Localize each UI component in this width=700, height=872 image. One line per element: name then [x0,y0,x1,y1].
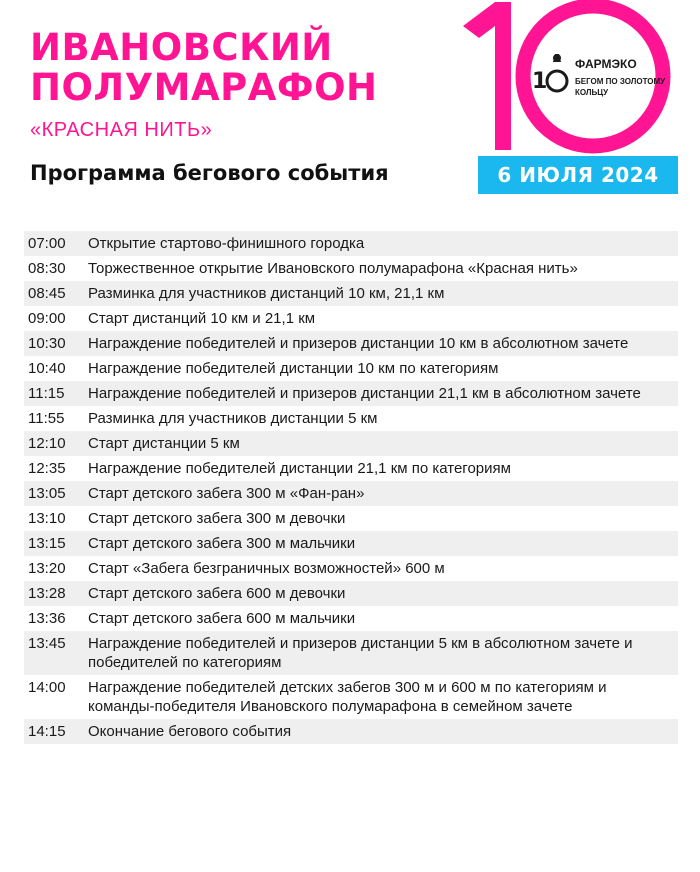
schedule-time: 08:30 [28,260,66,277]
schedule-event: Разминка для участников дистанций 10 км, 21,1 км [88,285,445,302]
schedule-time: 10:30 [28,335,66,352]
schedule-time: 14:15 [28,723,66,740]
schedule-event: Старт детского забега 300 м мальчики [88,535,356,552]
schedule-row [24,556,678,581]
schedule-event: Старт детского забега 300 м «Фан-ран» [88,485,365,502]
schedule-time: 09:00 [28,310,66,327]
schedule-time: 13:36 [28,610,66,627]
schedule-time: 13:10 [28,510,66,527]
event-title-line2: ПОЛУМАРАФОН [30,66,378,109]
schedule-event: Старт детского забега 300 м девочки [88,510,346,527]
schedule-event: Награждение победителей детских забегов 300 м и 600 м по категориям и команды-победителя Ивановского полумарафона в семейном зачете [88,679,607,715]
schedule-time: 12:35 [28,460,66,477]
schedule-row [24,431,678,456]
logo-digit-one [463,2,511,150]
schedule-event: Старт детского забега 600 м девочки [88,585,346,602]
schedule-time: 13:28 [28,585,66,602]
schedule-row [24,356,678,381]
schedule-time: 07:00 [28,235,66,252]
schedule-row [24,631,678,675]
schedule-list [24,231,678,744]
schedule-time: 13:45 [28,635,66,652]
schedule-event: Окончание бегового события [88,723,292,740]
schedule-event: Старт «Забега безграничных возможностей» 600 м [88,560,445,577]
anniversary-logo [455,0,700,160]
schedule-row [24,281,678,306]
schedule-event: Награждение победителей и призеров дистанции 10 км в абсолютном зачете [88,335,629,352]
logo-slogan-line2: КОЛЬЦУ [575,88,609,97]
schedule-row [24,306,678,331]
schedule-event: Награждение победителей дистанции 21,1 км по категориям [88,460,511,477]
logo-slogan-line1: БЕГОМ ПО ЗОЛОТОМУ [575,77,666,86]
schedule-time: 12:10 [28,435,66,452]
schedule-event: Награждение победителей дистанции 10 км по категориям [88,360,499,377]
schedule-row [24,231,678,256]
runner-emblem-icon [532,54,567,94]
schedule-event: Награждение победителей и призеров дистанции 5 км в абсолютном зачете и победителей по категориям [88,635,633,671]
schedule-event: Торжественное открытие Ивановского полумарафона «Красная нить» [88,260,578,277]
program-heading: Программа бегового события [30,161,389,185]
schedule-time: 14:00 [28,679,66,696]
schedule-row [24,331,678,356]
schedule-time: 13:05 [28,485,66,502]
schedule-row [24,406,678,431]
schedule-row [24,506,678,531]
svg-text:1: 1 [532,69,548,94]
schedule-row [24,256,678,281]
schedule-row [24,456,678,481]
schedule-event: Старт дистанций 10 км и 21,1 км [88,310,316,327]
schedule-row [24,531,678,556]
date-badge: 6 ИЮЛЯ 2024 [478,156,678,194]
schedule-event: Награждение победителей и призеров дистанции 21,1 км в абсолютном зачете [88,385,641,402]
schedule-row [24,581,678,606]
schedule-row [24,719,678,744]
schedule-time: 13:15 [28,535,66,552]
schedule-row [24,481,678,506]
schedule-event: Открытие стартово-финишного городка [88,235,365,252]
logo-brand: ФАРМЭКО [575,57,637,71]
schedule-time: 11:15 [28,385,65,402]
schedule-row [24,381,678,406]
schedule-row [24,606,678,631]
schedule-time: 11:55 [28,410,65,427]
schedule-time: 08:45 [28,285,66,302]
schedule-event: Разминка для участников дистанции 5 км [88,410,378,427]
event-title [30,28,378,108]
schedule-event: Старт дистанции 5 км [88,435,240,452]
logo-number: 10 [455,0,457,1]
event-subtitle: «КРАСНАЯ НИТЬ» [30,119,213,141]
schedule-time: 10:40 [28,360,66,377]
schedule-time: 13:20 [28,560,66,577]
schedule-event: Старт детского забега 600 м мальчики [88,610,356,627]
schedule-row [24,675,678,719]
event-title-line1: ИВАНОВСКИЙ [30,26,333,69]
